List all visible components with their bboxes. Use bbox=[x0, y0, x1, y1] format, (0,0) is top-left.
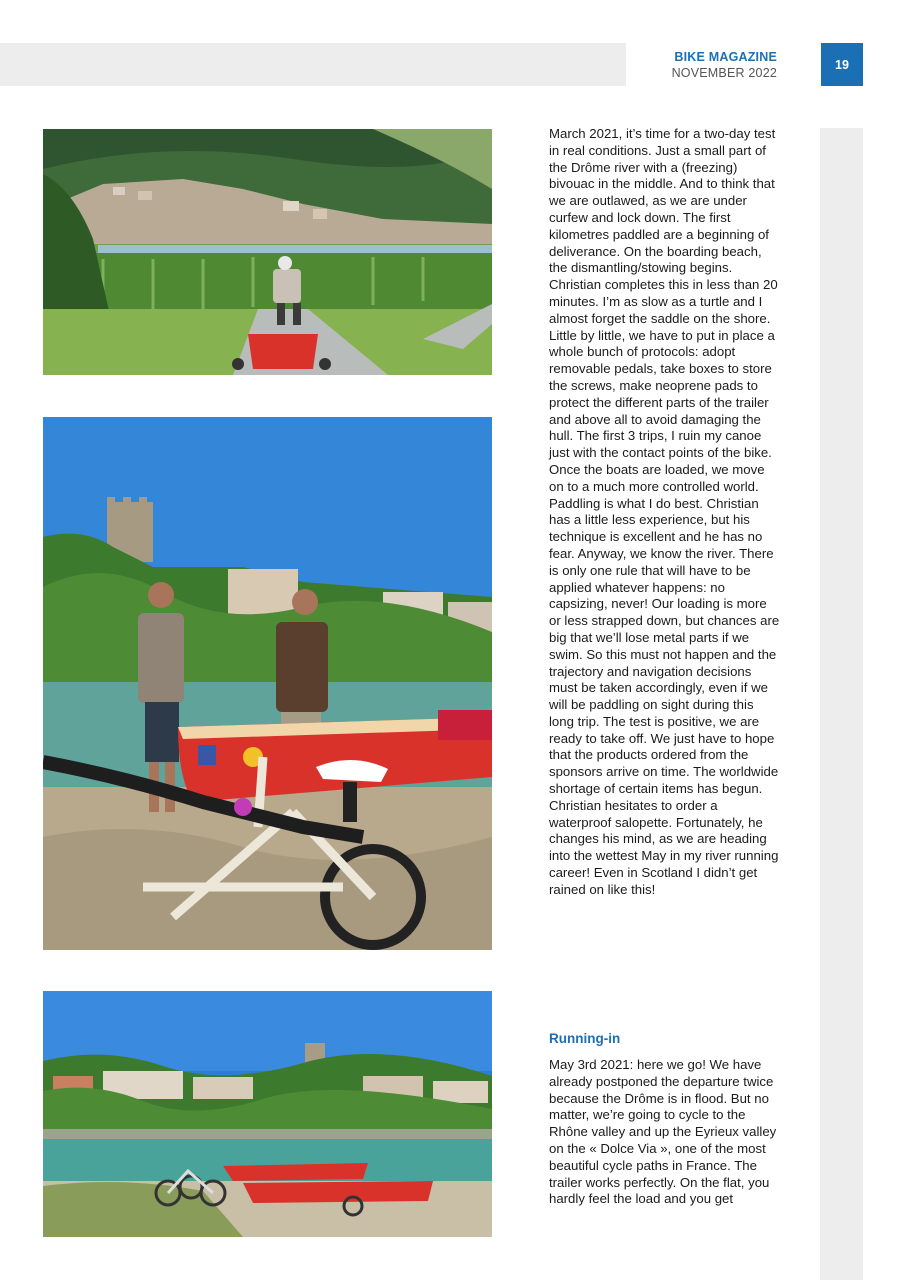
section-subheading: Running-in bbox=[549, 1031, 621, 1046]
magazine-name: BIKE MAGAZINE bbox=[674, 50, 777, 64]
paragraph-text: May 3rd 2021: here we go! We have already postponed the departure twice because the Drôme is in flood. But no matter, we’re going to cycle to the Rhône valley and up the Eyrieux valley on the « Dolce Via », one of the most beautiful cycle paths in France. The trailer works perfectly. On the flat, you hardly feel the load and you get bbox=[549, 1057, 777, 1207]
photo-cyclist-towing-canoe bbox=[43, 129, 492, 375]
issue-date: NOVEMBER 2022 bbox=[671, 66, 777, 80]
paragraph-text: March 2021, it’s time for a two-day test in real conditions. Just a small part of the Drôme river with a (freezing) bivouac in the middle. And to think that we are outlawed, as we are under curfew and lock down. The first kilometres paddled are a beginning of deliverance. On the boarding beach, the dismantling/stowing begins. Christian completes this in less than 20 minutes. I’m as slow as a turtle and I almost forget the saddle on the shore. Little by little, we have to put in place a whole bunch of protocols: adopt removable pedals, take boxes to store the screws, make neoprene pads to protect the different parts of the trailer and above all to avoid damaging the hull. The first 3 trips, I ruin my canoe just with the contact points of the bike. Once the boats are loaded, we move on to a much more controlled world. Paddling is what I do best. Christian has a little less experience, but his technique is excellent and he has no fear. Anyway, we know the river. There is only one rule that will have to be applied whatever happens: no capsizing, never! Our loading is more or less strapped down, but chances are big that we’ll lose metal parts if we swim. So this must not happen and the trajectory and navigation decisions must be taken accordingly, even if we will be paddling on sight during this long trip. The test is positive, we are ready to take off. We just have to hope that the products ordered from the sponsors arrive on time. The worldwide shortage of certain items has begun. Christian hesitates to order a waterproof salopette. Fortunately, he changes his mind, as we are heading into the wettest May in my river running career! Even in Scotland I didn’t get rained on like this! bbox=[549, 126, 780, 897]
article-body-paragraph-2 bbox=[549, 1057, 781, 1208]
side-band bbox=[820, 128, 863, 1280]
header-band bbox=[0, 43, 626, 86]
page-number: 19 bbox=[821, 43, 863, 86]
photo-bike-and-canoes-on-riverbank bbox=[43, 991, 492, 1237]
photo-men-with-canoe-and-bike bbox=[43, 417, 492, 950]
article-body-paragraph-1 bbox=[549, 126, 781, 899]
